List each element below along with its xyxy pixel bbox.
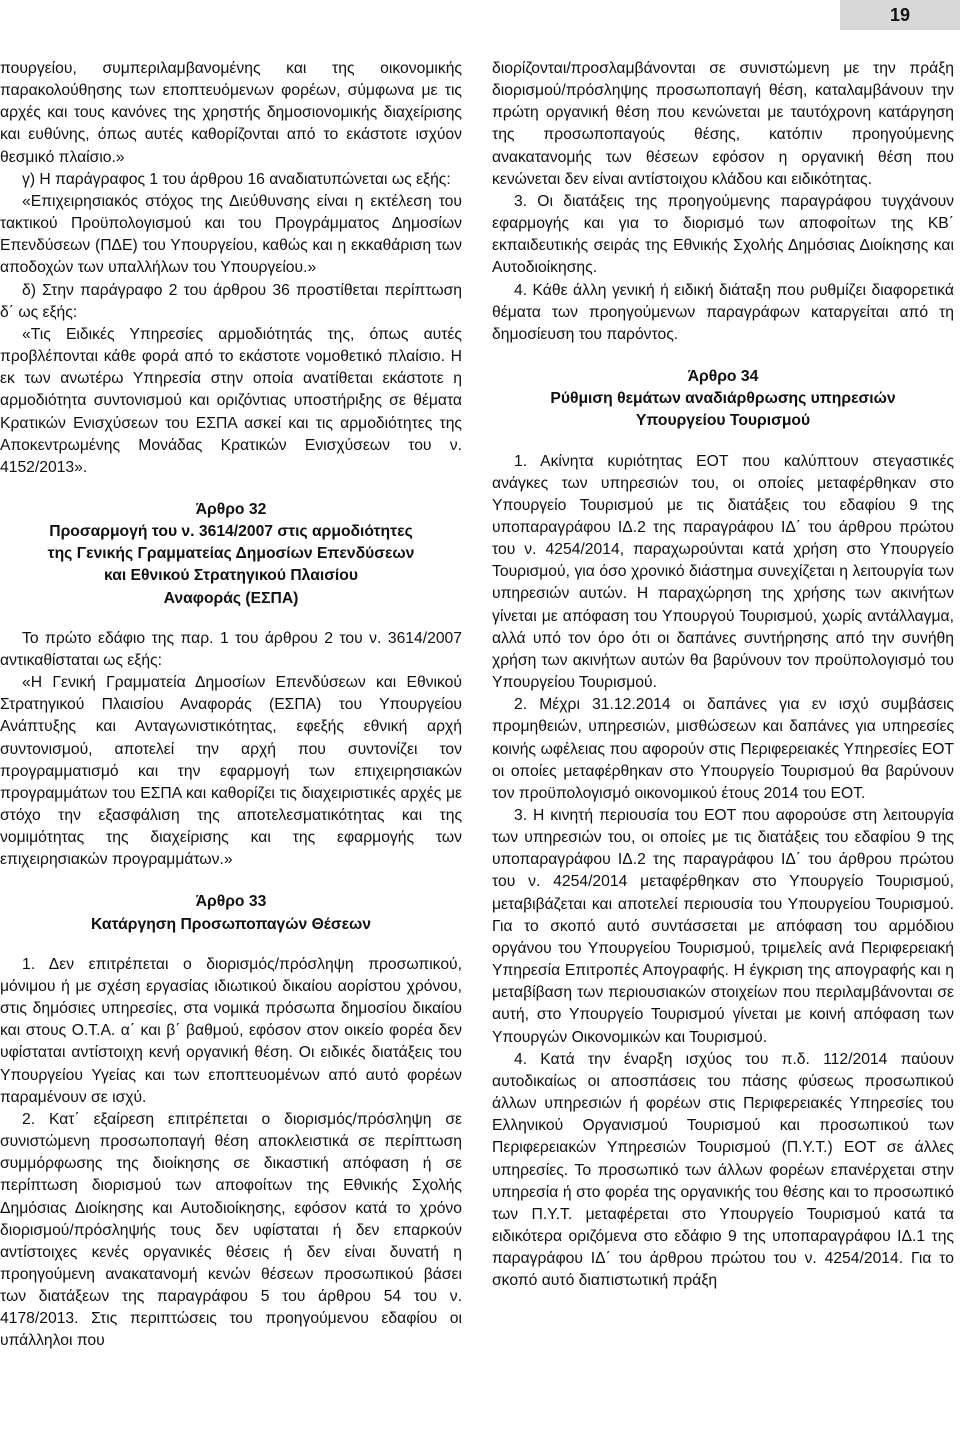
article-title-line: Υπουργείου Τουρισμού [635,412,811,430]
article-title-line: Ρύθμιση θεμάτων αναδιάρθρωσης υπηρεσιών [550,390,896,408]
paragraph: 3. Η κινητή περιουσία του ΕΟΤ που αφορούσε στη λειτουργία των υπηρεσιών του, οι οποίες με τις διατάξεις του εδαφίου 9 της υποπαραγράφου ΙΔ.2 της παραγράφου ΙΔ΄ του άρθρου πρώτου του ν. 4254/2014 μεταφέρθηκαν στο Υπουργείο Τουρισμού, μεταβιβάζεται και αποτελεί περιουσία του Υπουργείου Τουρισμού. Για το σκοπό αυτό συντάσσεται με απόφαση του αρμόδιου οργάνου του Υπουργείου Τουρισμού, τριμελείς ανά Περιφερειακή Υπηρεσία Επιτροπές Απογραφής. Η έγκριση της απογραφής και η μεταβίβαση των περιουσιακών στοιχείων που περιλαμβάνονται σε αυτή, στο Υπουργείο Τουρισμού γίνεται με κοινή απόφαση των Υπουργών Οικονομικών και Τουρισμού. [492,807,954,1046]
page-number: 19 [840,0,960,30]
paragraph: πουργείου, συμπεριλαμβανομένης και της οικονομικής παρακολούθησης των εποπτευόμενων φορέων, σύμφωνα με τις αρχές και τους κανόνες της χρηστής δημοσιονομικής διαχείρισης και ευθύνης, όπως αυτές καθορίζονται από το εκάστοτε ισχύον θεσμικό πλαίσιο.» [0,60,462,166]
paragraph: γ) Η παράγραφος 1 του άρθρου 16 αναδιατυπώνεται ως εξής: [22,170,451,188]
article-title-line: της Γενικής Γραμματείας Δημοσίων Επενδύσεων [47,545,415,563]
article-number: Άρθρο 33 [195,893,267,911]
paragraph: Το πρώτο εδάφιο της παρ. 1 του άρθρου 2 του ν. 3614/2007 αντικαθίσταται ως εξής: [0,629,462,669]
paragraph: 1. Ακίνητα κυριότητας ΕΟΤ που καλύπτουν στεγαστικές ανάγκες των υπηρεσιών του, οι οποίες μεταφέρθηκαν στο Υπουργείο Τουρισμού με τις διατάξεις του εδαφίου 9 της υποπαραγράφου ΙΔ.2 της παραγράφου ΙΔ΄ του άρθρου πρώτου του ν. 4254/2014, παραχωρούνται κατά χρήση στο Υπουργείο Τουρισμού, για όσο χρονικό διάστημα συνεχίζεται η λειτουργία των υπηρεσιών αυτών. Η παραχώρηση της χρήσης των ακινήτων γίνεται με απόφαση του Υπουργού Τουρισμού, χωρίς αντάλλαγμα, αλλά υπό τον όρο ότι οι δαπάνες συντήρησης από την συνήθη χρήση των ακινήτων αυτών θα βαρύνουν τον προϋπολογισμό του Υπουργείου Τουρισμού. [492,452,954,692]
paragraph: 2. Μέχρι 31.12.2014 οι δαπάνες για εν ισχύ συμβάσεις προμηθειών, υπηρεσιών, μισθώσεων και δαπάνες για υπηρεσίες κοινής ωφέλειας που αφορούν στις Περιφερειακές Υπηρεσίες ΕΟΤ οι οποίες μεταφέρθηκαν στο Υπουργείο Τουρισμού θα βαρύνουν τον προϋπολογισμό οικονομικού έτους 2014 του ΕΟΤ. [492,696,954,802]
article-34-heading [492,366,954,432]
paragraph: διορίζονται/προσλαμβάνονται σε συνιστώμενη με την πράξη διορισμού/πρόσληψης προσωποπαγή θέση, καταλαμβάνουν την πρώτη οργανική θέση που κενώνεται με ταυτόχρονη κατάργηση της προσωποπαγούς θέσης, κατόπιν προηγούμενης ανακατανομής των θέσεων εφόσον η οργανική θέση που κενώνεται δεν είναι αντίστοιχου κλάδου και ειδικότητας. [492,60,954,188]
paragraph: «Επιχειρησιακός στόχος της Διεύθυνσης είναι η εκτέλεση του τακτικού Προϋπολογισμού και του Προγράμματος Δημοσίων Επενδύσεων (ΠΔΕ) του Υπουργείου, καθώς και η εκκαθάριση των αποδοχών των υπαλλήλων του Υπουργείου.» [0,192,462,277]
paragraph: «Η Γενική Γραμματεία Δημοσίων Επενδύσεων και Εθνικού Στρατηγικού Πλαισίου Αναφοράς (ΕΣΠΑ) του Υπουργείου Ανάπτυξης και Ανταγωνιστικότητας, εφεξής εθνική αρχή συντονισμού, αποτελεί την αρχή που συντονίζει τον προγραμματισμό και την εφαρμογή των επιχειρησιακών προγραμμάτων του ΕΣΠΑ και καθορίζει τις διαχειριστικές αρχές με στόχο την εξασφάλιση της αποτελεσματικότητας και της νομιμότητας της διαχείρισης και της εφαρμογής των επιχειρησιακών προγραμμάτων.» [0,674,462,869]
article-title-line: Προσαρμογή του ν. 3614/2007 στις αρμοδιότητες [49,523,413,541]
article-title-line: Αναφοράς (ΕΣΠΑ) [163,589,299,607]
paragraph: 3. Οι διατάξεις της προηγούμενης παραγράφου τυγχάνουν εφαρμογής και για το διορισμό των αποφοίτων της ΚΒ΄ εκπαιδευτικής σειράς της Εθνικής Σχολής Δημόσιας Διοίκησης και Αυτοδιοίκησης. [492,192,954,277]
article-32-heading [0,499,462,610]
paragraph: «Τις Ειδικές Υπηρεσίες αρμοδιότητάς της, όπως αυτές προβλέπονται κάθε φορά από το εκάστοτε νομοθετικό πλαίσιο. Η εκ των ανωτέρω Υπηρεσία στην οποία ανατίθεται εκάστοτε η αρμοδιότητα συντονισμού και οριζόντιας υποστήριξης σε θέματα Κρατικών Ενισχύσεων του ΕΣΠΑ ασκεί και τις αρμοδιότητες της Αποκεντρωμένης Μονάδας Κρατικών Ενισχύσεων του ν. 4152/2013». [0,325,462,476]
right-column [492,58,954,1292]
article-number: Άρθρο 32 [195,500,267,518]
paragraph: δ) Στην παράγραφο 2 του άρθρου 36 προστίθεται περίπτωση δ΄ ως εξής: [0,281,462,321]
paragraph: 4. Κάθε άλλη γενική ή ειδική διάταξη που ρυθμίζει διαφορετικά θέματα των προηγούμενων παραγράφων καταργείται από τη δημοσίευση του παρόντος. [492,281,954,343]
paragraph: 2. Κατ΄ εξαίρεση επιτρέπεται ο διορισμός/πρόσληψη σε συνιστώμενη προσωποπαγή θέση αποκλειστικά σε περίπτωση συμμόρφωσης της διοίκησης σε δικαστική απόφαση ή σε περίπτωση διορισμού των αποφοίτων της Εθνικής Σχολής Δημόσιας Διοίκησης και Αυτοδιοίκησης, εφόσον κατά το χρόνο διορισμού/πρόσληψής τους δεν υφίσταται ή δεν επαρκούν αντίστοιχες κενές οργανικές θέσεις ή δεν είναι δυνατή η προηγούμενη ανακατανομή κενών θέσεων προσωπικού βάσει των διατάξεων της παραγράφου 5 του άρθρου 54 του ν. 4178/2013. Στις περιπτώσεις του προηγούμενου εδαφίου οι υπάλληλοι που [0,1110,462,1350]
paragraph: 1. Δεν επιτρέπεται ο διορισμός/πρόσληψη προσωπικού, μόνιμου ή με σχέση εργασίας ιδιωτικού δικαίου αορίστου χρόνου, στις δημόσιες υπηρεσίες, στα νομικά πρόσωπα δημοσίου δικαίου και στους Ο.Τ.Α. α΄ και β΄ βαθμού, εφόσον στον οικείο φορέα δεν υφίσταται αντίστοιχη κενή οργανική θέση. Οι ειδικές διατάξεις του Υπουργείου Υγείας και των εποπτευομένων από αυτό φορέων παραμένουν σε ισχύ. [0,955,462,1106]
article-33-heading [0,891,462,935]
paragraph: 4. Κατά την έναρξη ισχύος του π.δ. 112/2014 παύουν αυτοδικαίως οι αποσπάσεις του πάσης φύσεως προσωπικού άλλων υπηρεσιών ή φορέων στις Περιφερειακές Υπηρεσίες του Ελληνικού Οργανισμού Τουρισμού και προσωπικού των Περιφερειακών Υπηρεσιών Τουρισμού (Π.Υ.Τ.) ΕΟΤ σε άλλες υπηρεσίες. Το προσωπικό των άλλων φορέων επανέρχεται στην υπηρεσία ή στο φορέα της οργανικής του θέσης και το προσωπικό των Π.Υ.Τ. μεταφέρεται στο Υπουργείο Τουρισμού κατά τα ειδικότερα οριζόμενα στο εδάφιο 9 της υποπαραγράφου ΙΔ.1 της παραγράφου ΙΔ΄ του άρθρου πρώτου του ν. 4254/2014. Για το σκοπό αυτό διαπιστωτική πράξη [492,1050,954,1290]
article-title-line: Κατάργηση Προσωποπαγών Θέσεων [90,915,372,933]
left-column [0,58,462,1353]
article-title-line: και Εθνικού Στρατηγικού Πλαισίου [103,567,359,585]
article-number: Άρθρο 34 [687,368,759,386]
